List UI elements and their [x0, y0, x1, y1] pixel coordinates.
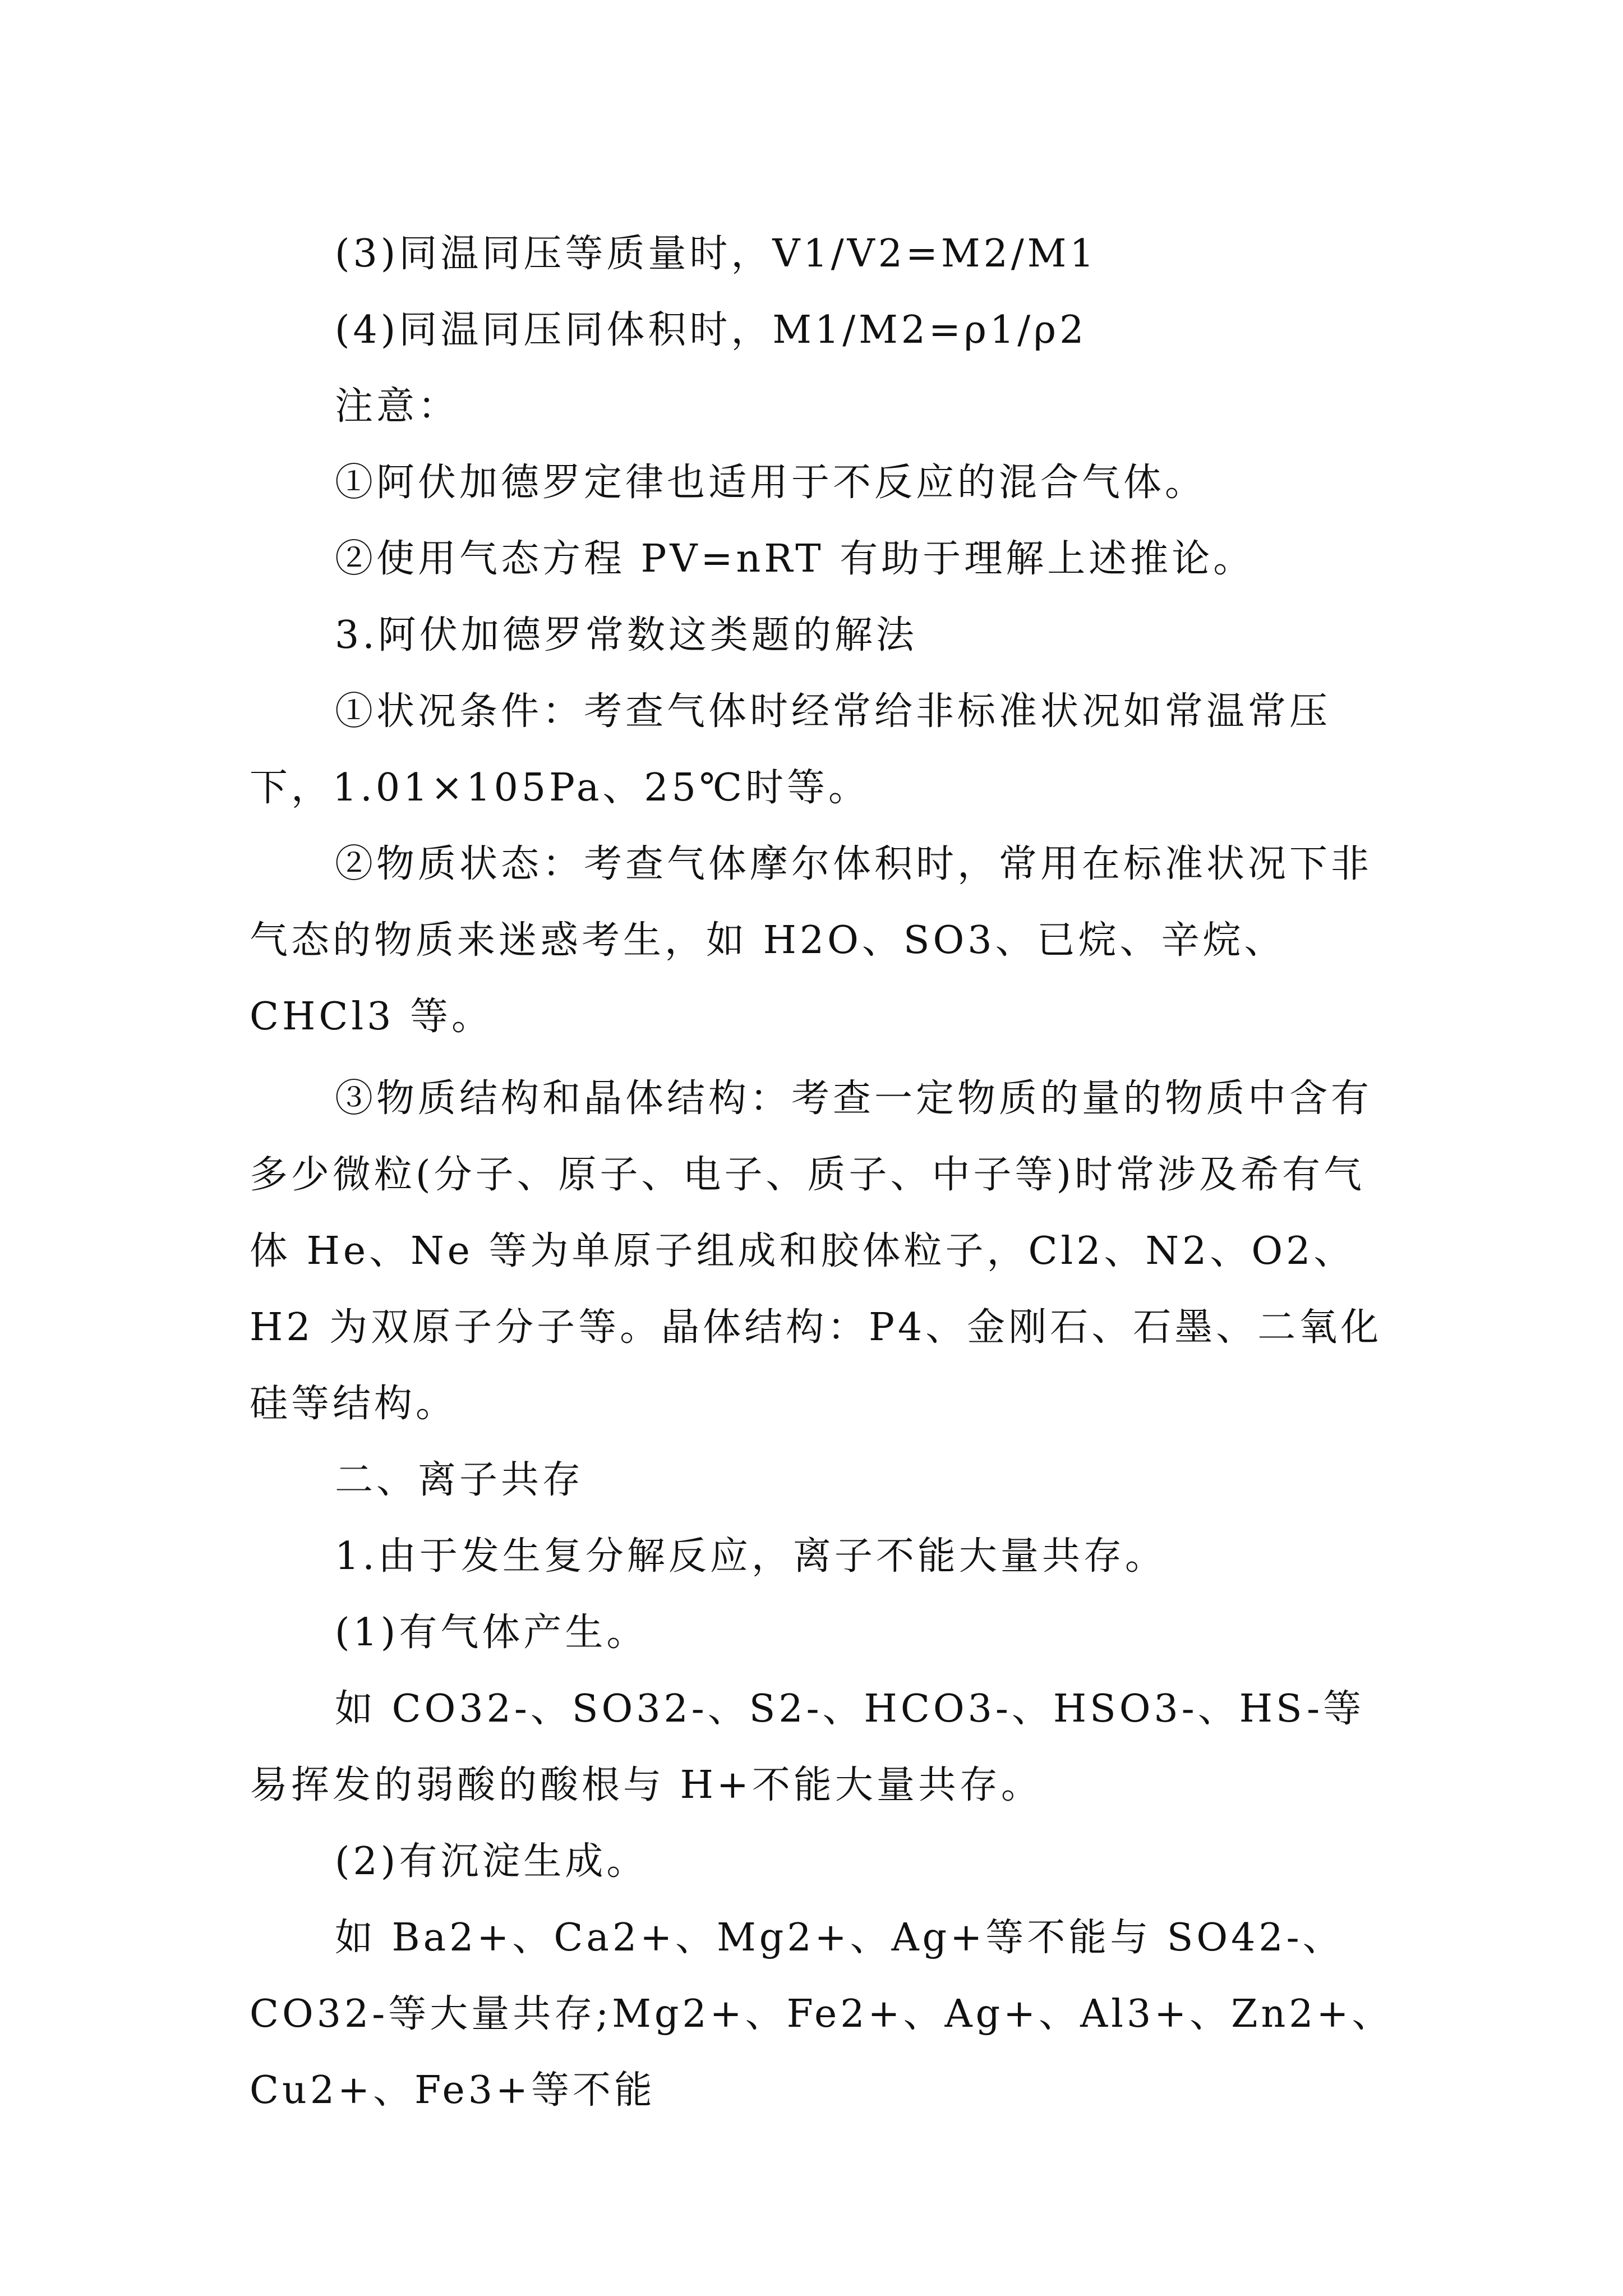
paragraph-gas-produced: (1)有气体产生。: [335, 1611, 648, 1655]
paragraph-section-3-heading: 3.阿伏加德罗常数这类题的解法: [335, 613, 917, 657]
paragraph-precipitate-examples: 如 Ba2+、Ca2+、Mg2+、Ag+等不能与 SO42-、CO32-等大量共存;Mg2+、Fe2+、Ag+、Al3+、Zn2+、Cu2+、Fe3+等不能: [250, 1916, 1394, 2113]
paragraph-4-equal-volume: (4)同温同压同体积时，M1/M2=ρ1/ρ2: [335, 308, 1087, 352]
paragraph-note-1: ①阿伏加德罗定律也适用于不反应的混合气体。: [335, 461, 1207, 505]
paragraph-note-heading: 注意：: [335, 384, 460, 429]
document-body: [250, 216, 1399, 2129]
paragraph-state: ②物质状态：考查气体摩尔体积时，常用在标准状况下非气态的物质来迷惑考生，如 H2O、SO3、已烷、辛烷、CHCl3 等。: [250, 842, 1373, 1039]
paragraph-gas-examples: 如 CO32-、SO32-、S2-、HCO3-、HSO3-、HS-等易挥发的弱酸的酸根与 H+不能大量共存。: [250, 1687, 1365, 1807]
paragraph-section-two-heading: 二、离子共存: [335, 1458, 584, 1502]
paragraph-condition: ①状况条件：考查气体时经常给非标准状况如常温常压下，1.01×105Pa、25℃时等。: [250, 689, 1331, 810]
paragraph-precipitate-formed: (2)有沉淀生成。: [335, 1839, 648, 1884]
paragraph-note-2: ②使用气态方程 PV=nRT 有助于理解上述推论。: [335, 537, 1255, 581]
paragraph-3-equal-mass: (3)同温同压等质量时，V1/V2=M2/M1: [335, 232, 1098, 276]
paragraph-double-decomposition: 1.由于发生复分解反应，离子不能大量共存。: [335, 1534, 1166, 1579]
paragraph-structure: ③物质结构和晶体结构：考查一定物质的量的物质中含有多少微粒(分子、原子、电子、质子、中子等)时常涉及希有气体 He、Ne 等为单原子组成和胶体粒子，Cl2、N2、O2、H2 为双原子分子等。晶体结构：P4、金刚石、石墨、二氧化硅等结构。: [250, 1076, 1382, 1426]
